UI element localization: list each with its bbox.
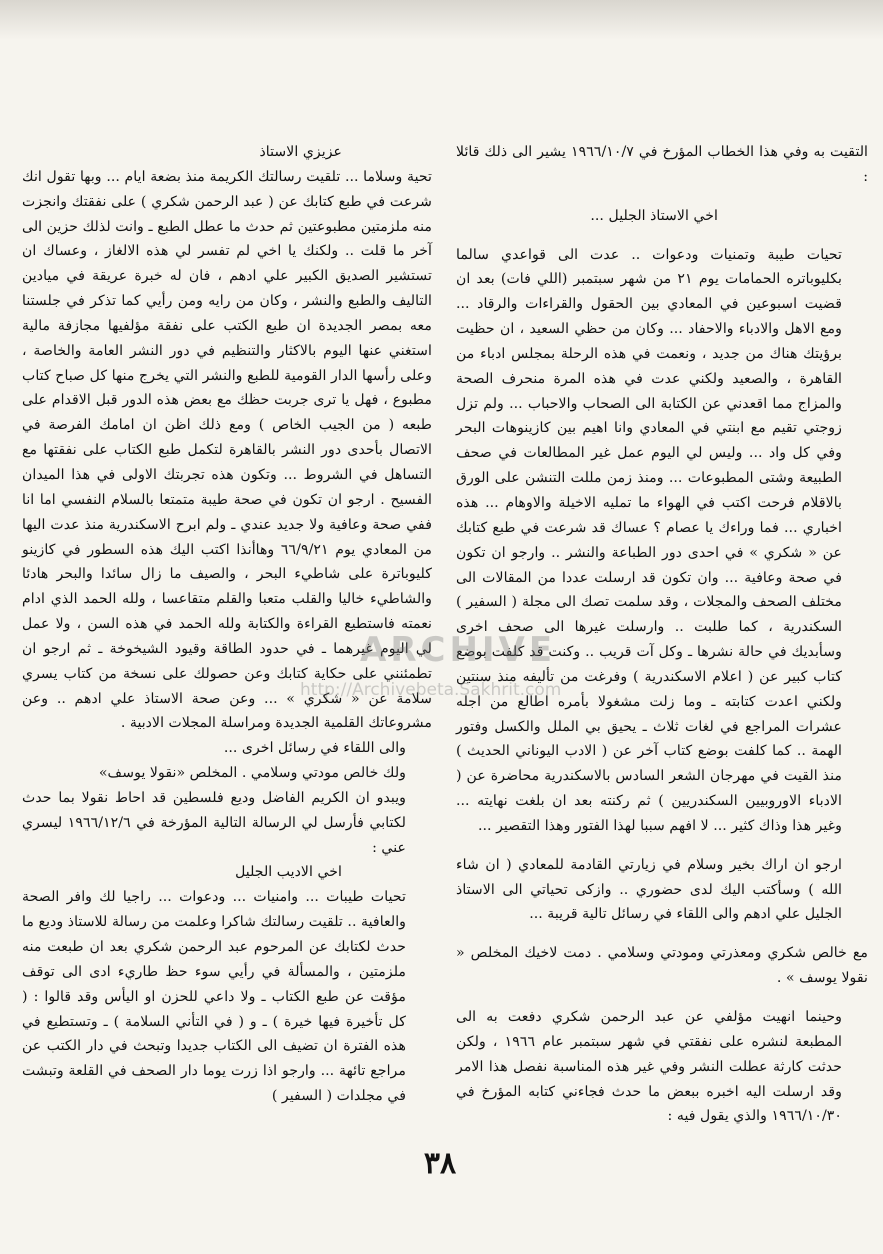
closing: ولك خالص مودتي وسلامي . المخلص «نقولا يوسف» — [98, 765, 406, 782]
salutation: عزيزي الاستاذ — [259, 144, 342, 160]
spacer — [456, 991, 868, 1005]
scan-shadow — [0, 0, 883, 40]
paragraph: تحية وسلاما ... تلقيت رسالتك الكريمة منذ بضعة ايام ... وبها تقول انك شرعت في طبع كتابك عن ( عبد الرحمن شكري ) على نفقتك وانجزت منه ملزمتين مطبوعتين ثم حدث ما عطل الطبع ـ وانت لذلك حزين الى آخر ما قلت .. ولكنك يا اخي لم تفسر لي هذه الالغاز ، وعساك ان تستشير الصديق الكبير علي ادهم ، فان له خبرة عريقة في ميادين التاليف والطبع والنشر ، وكان من رايه ومن رأيي كما تذكر في جلستنا معه بمصر الجديدة ان طبع الكتب على نفقة مؤلفيها مجازفة مالية استغني عنها اليوم بالاكثار والتنظيم في دور النشر العامة والخاصة ، وعلى رأسها الدار القومية للطبع والنشر التي يخرج منها كل صباح كتاب مطبوع ، فهل يا ترى جربت حظك مع بعض هذه الدور قبل الاقدام على طبعه ( من الجيب الخاص ) ومع ذلك اظن ان امامك الفرصة في الاتصال بأحدى دور النشر بالقاهرة لتكمل طبع الكتاب على نفقتها مع التساهل في الشروط ... وتكون هذه تجربتك الاولى في هذا الميدان الفسيح . ارجو ان تكون في صحة طيبة متمتعا بالسلام النفسي اما انا ففي صحة وعافية ولا جديد عندي ـ ولم ابرح الاسكندرية منذ عدت اليها من المعادي يوم ٦٦/٩/٢١ وهاأنذا اكتب اليك هذه السطور في كازينو كليوباترة على شاطيء البحر ، والصيف ما زال سائدا والبحر هادئا والشاطيء خاليا والقلب متعبا والقلم متقاعسا ، ولله الحمد الذي ادام نعمته فاستطيع القراءة والكتابة ولله الحمد في هذه السن ، ولا عمل لي اليوم غيرهما ـ في حدود الطاقة وقيود الشيخوخة ـ ثم ارجو ان تطمئنني على حكاية كتابك وعن حصولك على نسخة من كتاب يسري سلامة عن « شكري » ... وعن صحة الاستاذ علي ادهم .. وعن مشروعاتك القلمية الجديدة ومراسلة المجلات الادبية . — [22, 168, 432, 732]
paragraph: وحينما انهيت مؤلفي عن عبد الرحمن شكري دفعت به الى المطبعة لنشره على نفقتي في شهر سبتمبر عام ١٩٦٦ ، ولكن حدثت كارثة عطلت النشر وفي غير هذه المناسبة نفصل هذا الامر وقد ارسلت اليه اخبره ببعض ما حدث فجاءني كتابه المؤرخ في ١٩٦٦/١٠/٣٠ والذي يقول فيه : — [456, 1009, 842, 1125]
page-number: ٣٨ — [423, 1146, 457, 1181]
spacer — [456, 839, 868, 853]
left-column — [22, 140, 432, 1109]
salutation: اخي الاستاذ الجليل ... — [590, 207, 718, 224]
paragraph: ارجو ان اراك بخير وسلام في زيارتي القادمة للمعادي ( ان شاء الله ) وسأكتب اليك لدى حضوري .. وازكى تحياتي الى الاستاذ الجليل علي ادهم والى اللقاء في رسائل تالية قريبة ... — [456, 856, 842, 923]
watermark-title: ARCHIVE — [360, 630, 557, 670]
salutation: اخي الاديب الجليل — [235, 864, 342, 881]
paragraph: والى اللقاء في رسائل اخرى ... — [223, 740, 406, 757]
watermark-url: http://Archivebeta.Sakhrit.com — [300, 680, 562, 700]
paragraph: ويبدو ان الكريم الفاضل وديع فلسطين قد احاط نقولا بما حدث لكتابي فأرسل لي الرسالة التالية المؤرخة في ١٩٦٦/١٢/٦ ليسري عني : — [22, 789, 406, 856]
spacer — [456, 927, 868, 941]
paragraph: التقيت به وفي هذا الخطاب المؤرخ في ١٩٦٦/١٠/٧ يشير الى ذلك قائلا : — [456, 144, 868, 185]
spacer — [456, 229, 868, 243]
paragraph: تحيات طيبة وتمنيات ودعوات .. عدت الى قواعدي سالما بكليوباتره الحمامات يوم ٢١ من شهر سبتمبر (اللي فات) بعد ان قضيت اسبوعين في المعادي بين الحقول والقراءات والرقاد ... ومع الاهل والادباء والاحفاد ... وكان من حظي السعيد ، ان حظيت برؤيتك هناك من جديد ، ونعمت في هذه الرحلة بمجلس ادباء من القاهرة ، والصعيد ولكني عدت في هذه المرة منحرف الصحة والمزاج مما اقعدني عن الكتابة الى الصحاب والاحباب ... ولم تزل زوجتي تقيم مع ابنتي في المعادي وانا اهيم بين كازينوهات البحر وفي كل واد ... وليس لي اليوم عمل غير المطالعات في صحف الطبيعة وشتى المطبوعات ... ومنذ زمن مللت التنشن على الورق بالاقلام فرحت اكتب في الهواء ما تمليه الاخيلة والاوهام ... هذه اخباري ... فما وراءك يا عصام ؟ عساك قد شرعت في طبع كتابك عن « شكري » في احدى دور الطباعة والنشر .. وارجو ان تكون في صحة وعافية ... وان تكون قد ارسلت عددا من المقالات الى مختلف الصحف والمجلات ، وقد سلمت تصك الى مجلة ( السفير ) السكندرية ، كما طلبت .. وارسلت غيرها الى صحف اخرى وسأبديك في حالة نشرها ـ وكل آت قريب .. وكنت قد كلفت بوضع كتاب كبير عن ( اعلام الاسكندرية ) وفرغت من تأليفه منذ سنتين ولكني اعدت كتابته ـ وما زلت مشغولا بأمره اطالع من اجله عشرات المراجع في لغات ثلاث ـ يحيق بي الملل والكسل وفتور الهمة .. كما كلفت بوضع كتاب آخر عن ( الادب اليوناني الحديث ) منذ القيت في مهرجان الشعر السادس بالاسكندرية محاضرة عن ( الادباء الاوروبيين السكندريين ) ثم ركنته بعد ان بلغت نهايته ... وغير هذا وذاك كثير ... لا افهم سببا لهذا الفتور وهذا التقصير ... — [456, 246, 842, 834]
closing: مع خالص شكري ومعذرتي ومودتي وسلامي . دمت لاخيك المخلص « نقولا يوسف » . — [456, 945, 868, 987]
paragraph: تحيات طيبات ... وامنيات ... ودعوات ... راجيا لك وافر الصحة والعافية .. تلقيت رسالتك شاكرا وعلمت من رسالة للاستاذ وديع ما حدث لكتابك عن المرحوم عبد الرحمن شكري بعد ان طبعت منه ملزمتين ، والمسألة في رأيي سوء حظ طاريء ادى الى توقف مؤقت عن طبع الكتاب ـ ولا داعي للحزن او اليأس وقد قالوا : ( كل تأخيرة فيها خيرة ) ـ و ( في التأني السلامة ) ـ وتستطيع في هذه الفترة ان تضيف الى الكتاب جديدا وتبحث في دار الكتب عن مراجع تائهة ... وارجو اذا زرت يوما دار الصحف في القلعة وتبشت في مجلدات ( السفير ) — [22, 889, 406, 1105]
spacer — [456, 190, 868, 204]
